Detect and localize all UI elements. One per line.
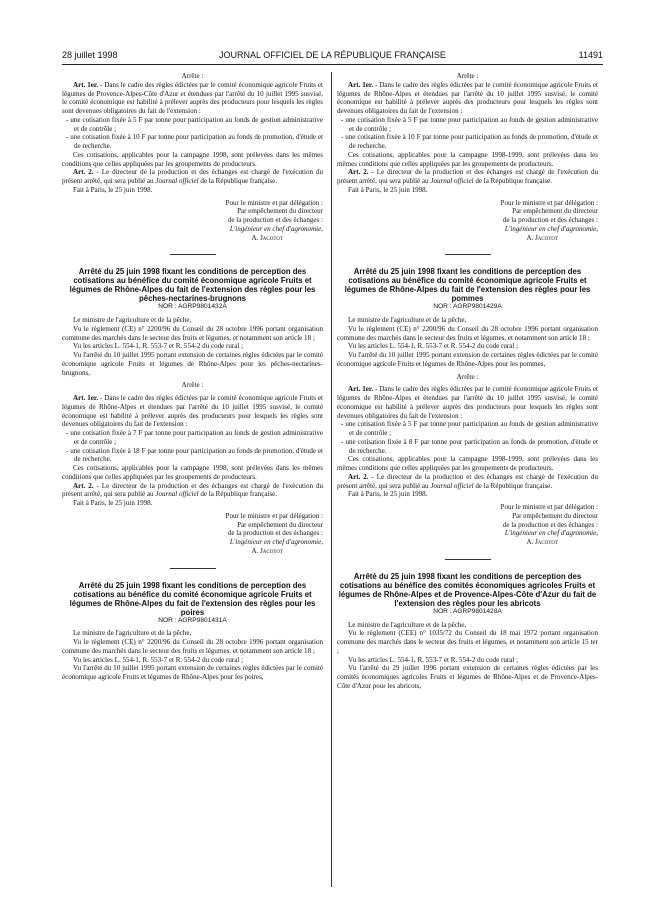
bullet-item: - une cotisation fixée à 10 F par tonne pour participation au fonds de promotion, d'étude et de recherche. [66,133,323,150]
article-1 [337,81,598,116]
signature-line: de la production et des échanges : [502,216,598,224]
signature-line: Par empêchement du directeur [237,520,323,529]
signature-line: Par empêchement du directeur [512,207,598,216]
bullet-item: - une cotisation fixée à 10 F par tonne pour participation au fonds de promotion, d'étude et de recherche. [341,133,598,150]
article-1-text: - Dans le cadre des règles édictées par le comité économique agricole Fruits et légumes de Provence-Alpes-Côte d'Azur et étendues par l'arrêté du 10 juillet 1995 susvisé, le comité économique est habilité à prélever auprès des producteurs pour lesquels les règles sont devenues obligatoires du fait de l'extension : [62,80,323,115]
visa: Vu l'arrêté du 10 juillet 1995 portant extension de certaines règles édictées par le comité économique agricole Fruits et légumes de Rhône-Alpes pour les pommes, [337,351,598,368]
signature-line: de la production et des échanges : [227,216,323,224]
signatory: A. Jacotot [251,546,283,555]
arrete-heading: Arrête : [456,72,479,80]
article-2-text-end: de la République française. [475,481,553,490]
signature-line: Pour le ministre et par délégation : [500,503,598,511]
article-2-label: Art. 2. [73,168,94,177]
arrete-heading: Arrête : [181,72,204,80]
article-1-label: Art. 1er. [348,385,374,394]
visa: Vu le règlement (CE) n° 2200/96 du Conseil du 28 octobre 1996 portant organisation commune des marchés dans le secteur des fruits et légumes, et notamment son article 18 ; [337,324,598,342]
visa: Le ministre de l'agriculture et de la pêche, [348,316,467,324]
separator [170,568,216,569]
column-divider [331,72,332,887]
bullet-item: - une cotisation fixée à 7 F par tonne pour participation au fonds de gestion administrative et de contrôle ; [66,429,323,446]
journal-officiel-ref: Journal officiel [430,481,474,490]
visa: Vu l'arrêté du 10 juillet 1995 portant extension de certaines règles édictées par le comité économique agricole Fruits et légumes de Rhône-Alpes pour les pêches-nectarines-brugnons, [62,351,323,377]
signatory: A. Jacotot [526,538,558,546]
done-at: Fait à Paris, le 25 juin 1998. [348,185,428,194]
paragraph: Ces cotisations, applicables pour la campagne 1998, sont prélevées dans les mêmes conditions que celles appliquées par les groupements de producteurs. [62,150,323,168]
article-2 [337,473,598,491]
visa: Le ministre de l'agriculture et de la pêche, [348,620,467,629]
article-1-label: Art. 1er. [348,80,374,89]
paragraph: Ces cotisations, applicables pour la campagne 1998, sont prélevées dans les mêmes conditions que celles appliquées par les groupements de producteurs. [62,464,323,481]
visa: Vu le règlement (CE) n° 2200/96 du Conseil du 28 octobre 1996 portant organisation commune des marchés dans le secteur des fruits et légumes, et notamment son article 18 ; [62,638,323,655]
arrete-title: Arrêté du 25 juin 1998 fixant les conditions de perception des cotisations au bénéfice des comités économiques agricoles Fruits et légumes de Rhône-Alpes et de Provence-Alpes-Côte d'Azur du fait de l'extension des règles pour les abricots [338,571,597,608]
arrete-heading: Arrête : [456,372,479,381]
article-1 [62,394,323,429]
visa: Vu l'arrêté du 10 juillet 1995 portant extension de certaines règles édictées par le comité économique agricole Fruits et légumes de Rhône-Alpes pour les poires, [62,664,323,681]
done-at: Fait à Paris, le 25 juin 1998. [73,185,153,194]
article-2 [62,482,323,500]
paragraph: Ces cotisations, applicables pour la campagne 1998-1999, sont prélevées dans les mêmes conditions que celles appliquées par les groupements de producteurs. [337,150,598,168]
signature-name [337,538,598,547]
done-at: Fait à Paris, le 25 juin 1998. [348,490,428,499]
article-2 [62,168,323,186]
article-2-label: Art. 2. [348,472,369,481]
signature-line: Pour le ministre et par délégation : [225,198,323,207]
bullet-item: - une cotisation fixée à 8 F par tonne pour participation au fonds de promotion, d'étude et de recherche. [341,437,598,455]
right-column [337,72,598,691]
signature-line: de la production et des échanges : [227,529,323,538]
bullet-item: - une cotisation fixée à 5 F par tonne pour participation au fonds de gestion administrative et de contrôle ; [66,115,323,133]
nor-reference: NOR : AGRP9801429A [433,303,502,311]
visa: Le ministre de l'agriculture et de la pêche, [73,316,192,324]
signature-line: Pour le ministre et par délégation : [500,198,598,207]
bullet-item: - une cotisation fixée à 5 F par tonne pour participation au fonds de gestion administrative et de contrôle ; [341,420,598,437]
signature-line: Pour le ministre et par délégation : [225,511,323,520]
article-2-text-end: de la République française. [475,177,553,185]
visa: Vu l'arrêté du 29 juillet 1996 portant extension de certaines règles édictées par les comités économiques agricoles Fruits et légumes de Rhône-Alpes et de Provence-Alpes-Côte d'Azur pour les abricots, [337,664,598,690]
done-at: Fait à Paris, le 25 juin 1998. [73,499,153,507]
signatory: A. Jacotot [251,233,283,242]
article-2-text: - Le directeur de la production et des échanges est chargé de l'exécution du présent arrêté, qui sera publié au [337,168,598,185]
article-2-text: - Le directeur de la production et des échanges est chargé de l'exécution du présent arrêté, qui sera publié au [337,472,598,490]
visa: Vu les articles L. 554-1, R. 553-7 et R. 554-2 du code rural ; [73,342,244,351]
signature-name [337,234,598,243]
signature-line: L'ingénieur en chef d'agronomie, [504,529,598,538]
header-date: 28 juillet 1998 [62,50,118,60]
signature-name [62,234,323,243]
visa: Vu les articles L. 554-1, R. 553-7 et R. 554-2 du code rural ; [73,655,244,664]
article-2-text-end: de la République française. [200,490,278,499]
separator [445,559,491,560]
signature-line: L'ingénieur en chef d'agronomie, [229,224,323,233]
article-1-text: - Dans le cadre des règles édictées par le comité économique agricole Fruits et légumes de Rhône-Alpes et étendues par l'arrêté du 10 juillet 1995 susvisé, le comité économique est habilité à prélever auprès des producteurs pour lesquels les règles sont devenues obligatoires du fait de l'extension : [62,394,323,429]
article-1-text: - Dans le cadre des règles édictées par le comité économique agricole Fruits et légumes de Rhône-Alpes et étendues par l'arrêté du 10 juillet 1995 susvisé, le comité économique est habilité à prélever auprès des producteurs pour lesquels les règles sont devenues obligatoires du fait de l'extension : [337,80,598,115]
article-1-text: - Dans le cadre des règles édictées par le comité économique agricole Fruits et légumes de Rhône-Alpes et étendues par l'arrêté du 10 juillet 1995 susvisé, le comité économique est habilité à prélever auprès des producteurs pour lesquels les règles sont devenues obligatoires du fait de l'extension : [337,385,598,420]
article-2-text-end: de la République française. [200,177,278,185]
nor-reference: NOR : AGRP9801432A [158,303,227,311]
visa: Vu le règlement (CE) n° 2200/96 du Conseil du 28 octobre 1996 portant organisation commune des marchés dans le secteur des fruits et légumes, et notamment son article 18 ; [62,324,323,342]
article-2-label: Art. 2. [73,481,94,490]
article-1-label: Art. 1er. [73,80,99,89]
bullet-item: - une cotisation fixée à 18 F par tonne pour participation au fonds de promotion, d'étude et de recherche. [66,446,323,464]
left-column [62,72,323,682]
separator [445,254,491,255]
signature-line: Par empêchement du directeur [237,207,323,216]
bullet-item: - une cotisation fixée à 5 F par tonne pour participation au fonds de gestion administrative et de contrôle ; [341,115,598,133]
signature-line: L'ingénieur en chef d'agronomie, [229,538,323,546]
arrete-title: Arrêté du 25 juin 1998 fixant les conditions de perception des cotisations au bénéfice du comité économique agricole Fruits et légumes de Rhône-Alpes du fait de l'extension des règles pour les poires [69,580,316,617]
arrete-title: Arrêté du 25 juin 1998 fixant les conditions de perception des cotisations au bénéfice du comité économique agricole Fruits et légumes de Rhône-Alpes du fait de l'extension des règles pour les pommes [344,267,591,304]
signature-line: L'ingénieur en chef d'agronomie, [504,224,598,233]
visa: Le ministre de l'agriculture et de la pêche, [73,629,192,638]
visa: Vu le règlement (CEE) n° 1035/72 du Conseil du 18 mai 1972 portant organisation commune des marchés dans le secteur des fruits et légumes, et notamment son article 15 ter ; [337,629,598,655]
page-header [62,50,603,65]
signature-line: de la production et des échanges : [502,520,598,529]
header-page-number: 11491 [578,50,603,60]
article-2 [337,168,598,186]
nor-reference: NOR : AGRP9801428A [433,607,502,615]
article-1 [62,81,323,116]
separator [170,254,216,255]
article-2-text: - Le directeur de la production et des échanges est chargé de l'exécution du présent arrêté, qui sera publié au [62,168,323,185]
header-journal-title: JOURNAL OFFICIEL DE LA RÉPUBLIQUE FRANÇAISE [219,50,446,60]
article-2-label: Art. 2. [348,168,369,177]
signature-name [62,547,323,556]
article-1 [337,385,598,420]
article-2-text: - Le directeur de la production et des échanges est chargé de l'exécution du présent arrêté, qui sera publié au [62,481,323,499]
nor-reference: NOR : AGRP9801431A [158,616,227,624]
journal-officiel-ref: Journal officiel [155,490,199,499]
journal-officiel-ref: Journal officiel [430,177,474,185]
article-1-label: Art. 1er. [73,394,99,402]
visa: Vu les articles L. 554-1, R. 553-7 et R. 554-2 du code rural ; [348,655,519,664]
signatory: A. Jacotot [526,233,558,242]
arrete-title: Arrêté du 25 juin 1998 fixant les conditions de perception des cotisations au bénéfice du comité économique agricole Fruits et légumes de Rhône-Alpes du fait de l'extension des règles pour les pêches-nectarines-brugnons [69,267,316,304]
visa: Vu les articles L. 554-1, R. 553-7 et R. 554-2 du code rural ; [348,342,519,351]
paragraph: Ces cotisations, applicables pour la campagne 1998-1999, sont prélevées dans les mêmes conditions que celles appliquées par les groupements de producteurs. [337,455,598,472]
journal-officiel-ref: Journal officiel [155,177,199,185]
signature-line: Par empêchement du directeur [512,511,598,520]
arrete-heading: Arrête : [181,381,204,390]
